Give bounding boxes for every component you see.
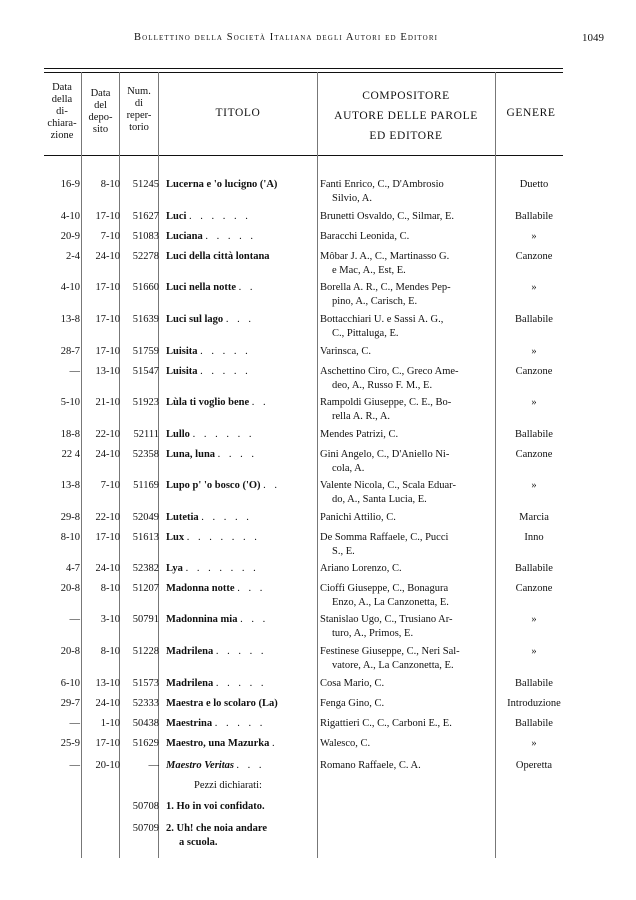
deposit-date: 8-10 [100, 646, 120, 657]
genre: Canzone [515, 251, 553, 262]
composer-line: Panichi Attilio, C. [320, 512, 396, 523]
leader-dots: . . . . . [215, 678, 267, 689]
declaration-date: 20-8 [60, 583, 80, 594]
work-title [166, 448, 314, 462]
work-title [166, 479, 314, 493]
repertory-number: 52382 [132, 563, 159, 574]
deposit-date: 17-10 [95, 738, 120, 749]
deposit-date: 8-10 [100, 179, 120, 190]
repertory-number: 51759 [132, 346, 159, 357]
genre: Duetto [519, 179, 549, 190]
declaration-date: — [69, 614, 80, 625]
declaration-date: 4-10 [60, 211, 80, 222]
work-title-text: Madrilena [166, 678, 214, 689]
leader-dots: . . . . . [214, 718, 266, 729]
composer-author-publisher [320, 178, 500, 206]
work-title-text: Lupo p' 'o bosco ('O) [166, 480, 261, 491]
deposit-date: 24-10 [95, 449, 120, 460]
col-head-line: zione [50, 130, 74, 141]
genre: » [531, 614, 537, 625]
leader-dots: . . . . . [200, 366, 251, 377]
work-title-text: Lullo [166, 429, 190, 440]
declaration-date: 8-10 [60, 532, 80, 543]
deposit-date: 3-10 [100, 614, 120, 625]
work-title-text: Maestro, una Mazurka [166, 738, 270, 749]
repertory-number: 52278 [132, 251, 159, 262]
work-title-text: Lùla ti voglio bene [166, 397, 250, 408]
composer-author-publisher [320, 365, 500, 393]
work-title-text: Madrilena [166, 646, 214, 657]
work-title [166, 230, 314, 244]
genre: Introduzione [507, 698, 561, 709]
work-title [166, 531, 314, 545]
composer-author-publisher [320, 448, 500, 476]
top-rule-thin [44, 72, 563, 73]
declaration-date: 4-7 [66, 563, 80, 574]
composer-author-publisher [320, 613, 500, 641]
deposit-date: 13-10 [95, 678, 120, 689]
leader-dots: . . . . . [215, 646, 267, 657]
deposit-date: 24-10 [95, 251, 120, 262]
declaration-date: 25-9 [60, 738, 80, 749]
declaration-date: — [69, 718, 80, 729]
repertory-number: 51639 [132, 314, 159, 325]
col-head-genere: GENERE [506, 107, 556, 119]
col-head-line: COMPOSITORE [362, 90, 450, 102]
deposit-date: 17-10 [95, 211, 120, 222]
column-divider [81, 72, 82, 858]
declaration-date: 18-8 [60, 429, 80, 440]
composer-line-continued: cola, A. [332, 463, 365, 474]
work-title-text: Maestra e lo scolaro (La) [166, 698, 278, 709]
declaration-date: 6-10 [60, 678, 80, 689]
composer-line-continued: vatore, A., La Canzonetta, E. [332, 660, 454, 671]
composer-author-publisher [320, 250, 500, 278]
composer-line: Rampoldi Giuseppe, C. E., Bo- [320, 397, 452, 408]
repertory-number: 51245 [132, 179, 159, 190]
genre: Canzone [515, 449, 553, 460]
work-title [166, 737, 314, 751]
col-head-line: di- [56, 106, 68, 117]
col-head-titolo: TITOLO [215, 107, 261, 119]
work-title-text: Lya [166, 563, 183, 574]
composer-author-publisher [320, 531, 500, 559]
top-rule-thick [44, 68, 563, 69]
composer-line: Valente Nicola, C., Scala Eduar- [320, 480, 456, 491]
col-head-line: della [51, 94, 73, 105]
work-title-text: Lux [166, 532, 185, 543]
genre: » [531, 346, 537, 357]
genre: Canzone [515, 583, 553, 594]
repertory-number: 50709 [132, 823, 159, 834]
declaration-date: 5-10 [60, 397, 80, 408]
work-title [166, 281, 314, 295]
col-head-data-dichiarazione [44, 82, 80, 142]
work-title [166, 697, 314, 711]
leader-dots: . . . . [217, 449, 258, 460]
work-title [166, 613, 314, 627]
composer-author-publisher [320, 345, 500, 359]
repertory-number: 52049 [132, 512, 159, 523]
composer-author-publisher [320, 396, 500, 424]
composer-line-continued: C., Pittaluga, E. [332, 328, 399, 339]
repertory-number: 51207 [132, 583, 159, 594]
pezzo-title [166, 822, 314, 850]
composer-line: Varinsca, C. [320, 346, 372, 357]
leader-dots: . . . [240, 614, 269, 625]
deposit-date: 22-10 [95, 512, 120, 523]
composer-author-publisher [320, 677, 500, 691]
composer-line-continued: Enzo, A., La Canzonetta, E. [332, 597, 449, 608]
composer-line-continued: do, A., Santa Lucia, E. [332, 494, 427, 505]
leader-dots: . . . [236, 760, 265, 771]
repertory-number: — [148, 760, 159, 771]
work-title-text: Luci nella notte [166, 282, 236, 293]
deposit-date: 24-10 [95, 698, 120, 709]
work-title-text: Lutetia [166, 512, 199, 523]
composer-line: Brunetti Osvaldo, C., Silmar, E. [320, 211, 455, 222]
repertory-number: 51660 [132, 282, 159, 293]
work-title-text: Luci della città lontana [166, 251, 270, 262]
composer-line: Borella A. R., C., Mendes Pep- [320, 282, 451, 293]
genre: Operetta [515, 760, 553, 771]
repertory-number: 52111 [133, 429, 159, 440]
declaration-date: 20-8 [60, 646, 80, 657]
col-head-line: torio [129, 122, 149, 133]
work-title [166, 428, 314, 442]
composer-author-publisher [320, 210, 500, 224]
deposit-date: 17-10 [95, 532, 120, 543]
leader-dots: . . . [237, 583, 266, 594]
composer-author-publisher [320, 313, 500, 341]
genre: » [531, 231, 537, 242]
composer-line: Festinese Giuseppe, C., Neri Sal- [320, 646, 460, 657]
work-title [166, 511, 314, 525]
composer-author-publisher [320, 562, 500, 576]
work-title-text: Luci sul lago [166, 314, 224, 325]
deposit-date: 20-10 [95, 760, 120, 771]
work-title [166, 582, 314, 596]
leader-dots: . . . . . [200, 346, 251, 357]
repertory-number: 51629 [132, 738, 159, 749]
genre: » [531, 397, 537, 408]
composer-line: Gini Angelo, C., D'Aniello Ni- [320, 449, 450, 460]
composer-author-publisher [320, 737, 500, 751]
pezzo-title-line-continued: a scuola. [179, 837, 218, 848]
work-title [166, 562, 314, 576]
col-head-line: reper- [126, 110, 152, 121]
deposit-date: 22-10 [95, 429, 120, 440]
composer-line-continued: rella A. R., A. [332, 411, 391, 422]
composer-line: Môbar J. A., C., Martinasso G. [320, 251, 450, 262]
genre: Inno [524, 532, 544, 543]
repertory-number: 50708 [132, 801, 159, 812]
work-title [166, 210, 314, 224]
col-head-line: di [134, 98, 144, 109]
leader-dots: . . . [225, 314, 254, 325]
genre: Ballabile [515, 211, 553, 222]
declaration-date: 29-7 [60, 698, 80, 709]
declaration-date: 22 4 [61, 449, 80, 460]
genre: Ballabile [515, 718, 553, 729]
composer-line: Cioffi Giuseppe, C., Bonagura [320, 583, 449, 594]
declaration-date: 2-4 [66, 251, 80, 262]
composer-line: Fenga Gino, C. [320, 698, 385, 709]
leader-dots: . . . . . [201, 512, 252, 523]
genre: » [531, 282, 537, 293]
composer-author-publisher [320, 582, 500, 610]
work-title [166, 345, 314, 359]
work-title [166, 178, 314, 192]
genre: » [531, 646, 537, 657]
deposit-date: 1-10 [100, 718, 120, 729]
col-head-line: Data [52, 82, 72, 93]
repertory-number: 51573 [132, 678, 159, 689]
leader-dots: . . . . . . [189, 211, 251, 222]
page-header [44, 32, 604, 48]
repertory-number: 52358 [132, 449, 159, 460]
composer-author-publisher [320, 230, 500, 244]
repertory-number: 51613 [132, 532, 159, 543]
column-divider [317, 72, 318, 858]
deposit-date: 7-10 [100, 231, 120, 242]
col-head-compositore [318, 86, 494, 146]
work-title [166, 313, 314, 327]
col-head-line: sito [92, 124, 109, 135]
repertory-number: 50438 [132, 718, 159, 729]
work-title-text: Maestrina [166, 718, 213, 729]
leader-dots: . . . . . [205, 231, 257, 242]
repertory-number: 51547 [132, 366, 159, 377]
composer-line: Stanislao Ugo, C., Trusiano Ar- [320, 614, 453, 625]
work-title-text: Lucerna e 'o lucigno ('A) [166, 179, 278, 190]
work-title [166, 645, 314, 659]
work-title [166, 250, 314, 264]
deposit-date: 17-10 [95, 314, 120, 325]
journal-title: Bollettino della Società Italiana degli Autori ed Editori [134, 32, 439, 43]
work-title-text: Luciana [166, 231, 203, 242]
composer-line: Aschettino Ciro, C., Greco Ame- [320, 366, 459, 377]
repertory-number: 52333 [132, 698, 159, 709]
composer-line-continued: pino, A., Carisch, E. [332, 296, 418, 307]
col-head-line: chiara- [47, 118, 77, 129]
declaration-date: 13-8 [60, 314, 80, 325]
leader-dots: . . [251, 397, 269, 408]
repertory-number: 51923 [132, 397, 159, 408]
composer-author-publisher [320, 511, 500, 525]
work-title-text: Madonnina mia [166, 614, 238, 625]
declaration-date: 16-9 [60, 179, 80, 190]
work-title [166, 759, 314, 773]
work-title [166, 365, 314, 379]
composer-line-continued: deo, A., Russo F. M., E. [332, 380, 433, 391]
deposit-date: 17-10 [95, 346, 120, 357]
leader-dots: . . [263, 480, 281, 491]
leader-dots: . . . . . . . [185, 563, 259, 574]
repertory-number: 50791 [132, 614, 159, 625]
col-head-data-deposito [82, 88, 119, 136]
deposit-date: 17-10 [95, 282, 120, 293]
deposit-date: 13-10 [95, 366, 120, 377]
leader-dots: . . [238, 282, 256, 293]
col-head-num-repertorio [120, 86, 158, 134]
composer-line: Cosa Mario, C. [320, 678, 385, 689]
repertory-number: 51083 [132, 231, 159, 242]
composer-line: De Somma Raffaele, C., Pucci [320, 532, 449, 543]
genre: Ballabile [515, 314, 553, 325]
deposit-date: 24-10 [95, 563, 120, 574]
leader-dots: . . . . . . [192, 429, 255, 440]
col-head-line: AUTORE DELLE PAROLE [334, 110, 478, 122]
genre: Ballabile [515, 429, 553, 440]
declaration-date: 4-10 [60, 282, 80, 293]
col-head-line: ED EDITORE [369, 130, 443, 142]
composer-line: Walesco, C. [320, 738, 371, 749]
deposit-date: 8-10 [100, 583, 120, 594]
deposit-date: 21-10 [95, 397, 120, 408]
pezzo-title-line: 2. Uh! che noia andare [166, 823, 268, 834]
work-title-text: Luci [166, 211, 187, 222]
composer-line: Fanti Enrico, C., D'Ambrosio [320, 179, 444, 190]
col-head-line: Num. [127, 86, 151, 97]
declaration-date: — [69, 760, 80, 771]
composer-author-publisher [320, 479, 500, 507]
work-title-text: Luna, luna [166, 449, 216, 460]
col-head-line: Data [90, 88, 111, 99]
declaration-date: 28-7 [60, 346, 80, 357]
composer-line-continued: e Mac, A., Est, E. [332, 265, 406, 276]
composer-author-publisher [320, 697, 500, 711]
work-title-text: Maestro Veritas [166, 760, 234, 771]
composer-line-continued: S., E. [332, 546, 355, 557]
work-title [166, 677, 314, 691]
header-bottom-rule [44, 155, 563, 156]
composer-author-publisher [320, 645, 500, 673]
composer-line: Rigattieri C., C., Carboni E., E. [320, 718, 452, 729]
repertory-number: 51627 [132, 211, 159, 222]
work-title [166, 396, 314, 410]
genre: » [531, 480, 537, 491]
pezzo-title-line: 1. Ho in voi confidato. [166, 801, 265, 812]
composer-line: Bottacchiari U. e Sassi A. G., [320, 314, 444, 325]
composer-author-publisher [320, 759, 500, 773]
genre: Canzone [515, 366, 553, 377]
genre: » [531, 738, 537, 749]
page-number: 1049 [582, 32, 604, 44]
work-title-text: Luisita [166, 366, 198, 377]
declaration-date: 29-8 [60, 512, 80, 523]
composer-author-publisher [320, 428, 500, 442]
composer-line-continued: Silvio, A. [332, 193, 372, 204]
composer-author-publisher [320, 717, 500, 731]
col-head-line: del [94, 100, 107, 111]
declaration-date: — [69, 366, 80, 377]
work-title-text: Luisita [166, 346, 198, 357]
pezzi-heading: Pezzi dichiarati: [194, 780, 262, 791]
declaration-date: 13-8 [60, 480, 80, 491]
composer-line: Mendes Patrizi, C. [320, 429, 399, 440]
repertory-number: 51228 [132, 646, 159, 657]
leader-dots: . [271, 738, 278, 749]
col-head-line: depo- [88, 112, 113, 123]
genre: Ballabile [515, 678, 553, 689]
genre: Ballabile [515, 563, 553, 574]
repertory-number: 51169 [133, 480, 159, 491]
declaration-date: 20-9 [60, 231, 80, 242]
deposit-date: 7-10 [100, 480, 120, 491]
composer-line-continued: turo, A., Primos, E. [332, 628, 414, 639]
composer-line: Romano Raffaele, C. A. [320, 760, 421, 771]
work-title [166, 717, 314, 731]
genre: Marcia [519, 512, 549, 523]
leader-dots: . . . . . . . [186, 532, 260, 543]
composer-line: Baracchi Leonida, C. [320, 231, 410, 242]
composer-line: Ariano Lorenzo, C. [320, 563, 402, 574]
work-title-text: Madonna notte [166, 583, 235, 594]
composer-author-publisher [320, 281, 500, 309]
